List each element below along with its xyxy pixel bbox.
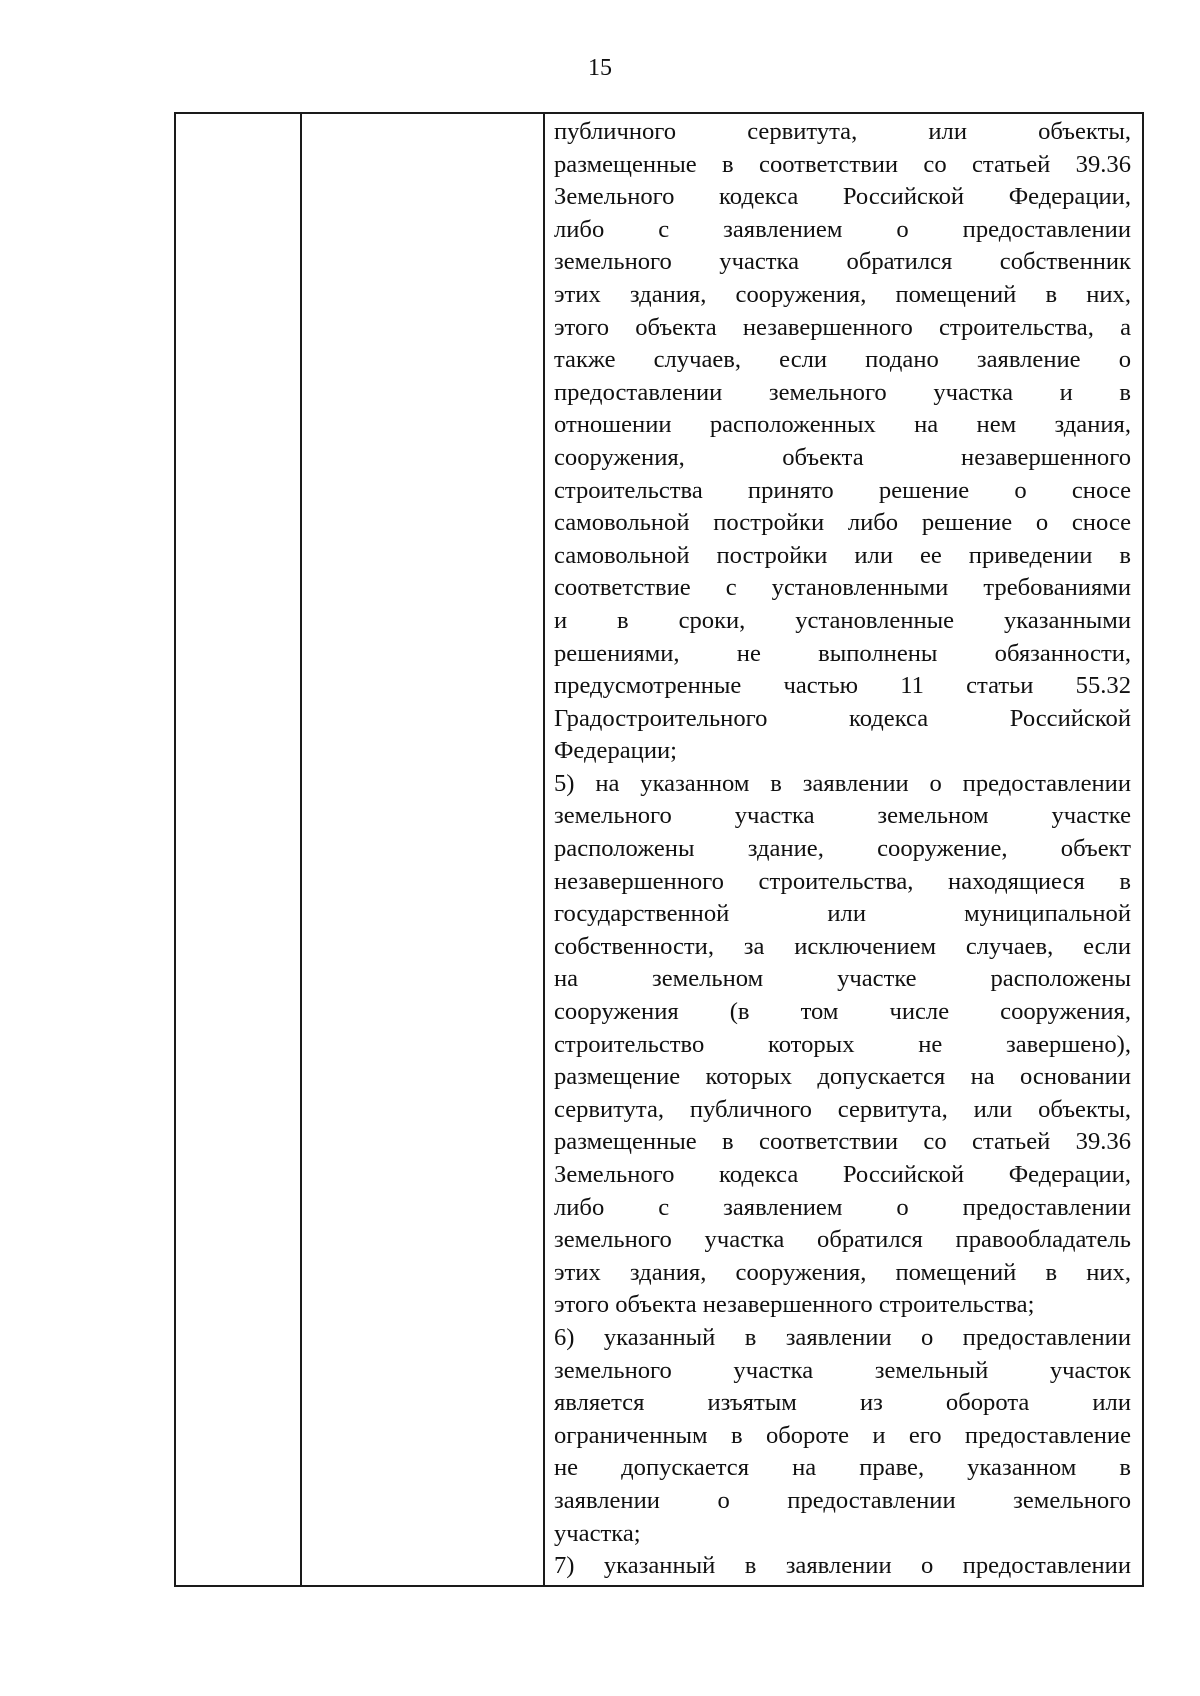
text-line: участка; [554,1519,641,1547]
text-line: на земельном участке расположены [554,965,1131,993]
text-line: и в сроки, установленные указанными [554,606,1131,634]
text-line: также случаев, если подано заявление о [554,346,1131,374]
text-line: этих здания, сооружения, помещений в них, [554,1258,1131,1286]
text-line: земельного участка обратился собственник [554,248,1131,276]
text-line: Земельного кодекса Российской Федерации, [554,1161,1131,1188]
text-line: Градостроительного кодекса Российской [554,704,1131,732]
text-line: строительства принято решение о сносе [554,476,1131,504]
text-line: предусмотренные частью 11 статьи 55.32 [554,672,1131,700]
text-line: не допускается на праве, указанном в [554,1454,1131,1482]
text-line: размещенные в соответствии со статьей 39.36 [554,1128,1131,1156]
text-line: собственности, за исключением случаев, если [554,932,1131,960]
text-line: 5) на указанном в заявлении о предоставлении [554,769,1131,797]
text-line: государственной или муниципальной [554,900,1131,928]
text-line: самовольной постройки или ее приведении в [554,541,1131,569]
text-line: строительство которых не завершено), [554,1030,1131,1058]
table-cell-col3 [554,116,1131,1583]
column-divider-2 [543,114,545,1585]
text-line: этих здания, сооружения, помещений в них, [554,280,1131,308]
text-line: Земельного кодекса Российской Федерации, [554,183,1131,211]
text-line: ограниченным в обороте и его предоставление [554,1421,1131,1449]
page-number: 15 [588,55,612,81]
text-line: земельного участка обратился правообладатель [554,1226,1131,1254]
text-line: либо с заявлением о предоставлении [554,215,1131,243]
text-line: решениями, не выполнены обязанности, [554,639,1131,667]
text-line: незавершенного строительства, находящиеся в [554,867,1131,895]
text-line: 7) указанный в заявлении о предоставлении [554,1552,1131,1580]
text-line: расположены здание, сооружение, объект [554,835,1131,863]
text-line: сооружения (в том числе сооружения, [554,998,1131,1026]
text-line: размещенные в соответствии со статьей 39.36 [554,150,1131,178]
text-line: либо с заявлением о предоставлении [554,1193,1131,1221]
text-line: земельного участка земельный участок [554,1356,1131,1384]
text-line: сервитута, публичного сервитута, или объекты, [554,1095,1131,1123]
column-divider-1 [300,114,302,1585]
text-line: 6) указанный в заявлении о предоставлении [554,1323,1131,1351]
text-line: отношении расположенных на нем здания, [554,411,1131,439]
text-line: соответствие с установленными требованиями [554,574,1131,602]
text-line: Федерации; [554,737,677,765]
text-line: является изъятым из оборота или [554,1389,1131,1417]
document-table [174,112,1144,1587]
text-line: размещение которых допускается на основании [554,1063,1131,1091]
text-line: предоставлении земельного участка и в [554,378,1131,406]
text-line: сооружения, объекта незавершенного [554,443,1131,471]
text-line: самовольной постройки либо решение о сносе [554,509,1131,537]
text-line: земельного участка земельном участке [554,802,1131,830]
text-line: этого объекта незавершенного строительства; [554,1291,1035,1319]
text-line: заявлении о предоставлении земельного [554,1486,1131,1514]
text-line: публичного сервитута, или объекты, [554,118,1131,145]
text-line: этого объекта незавершенного строительства, а [554,313,1131,341]
